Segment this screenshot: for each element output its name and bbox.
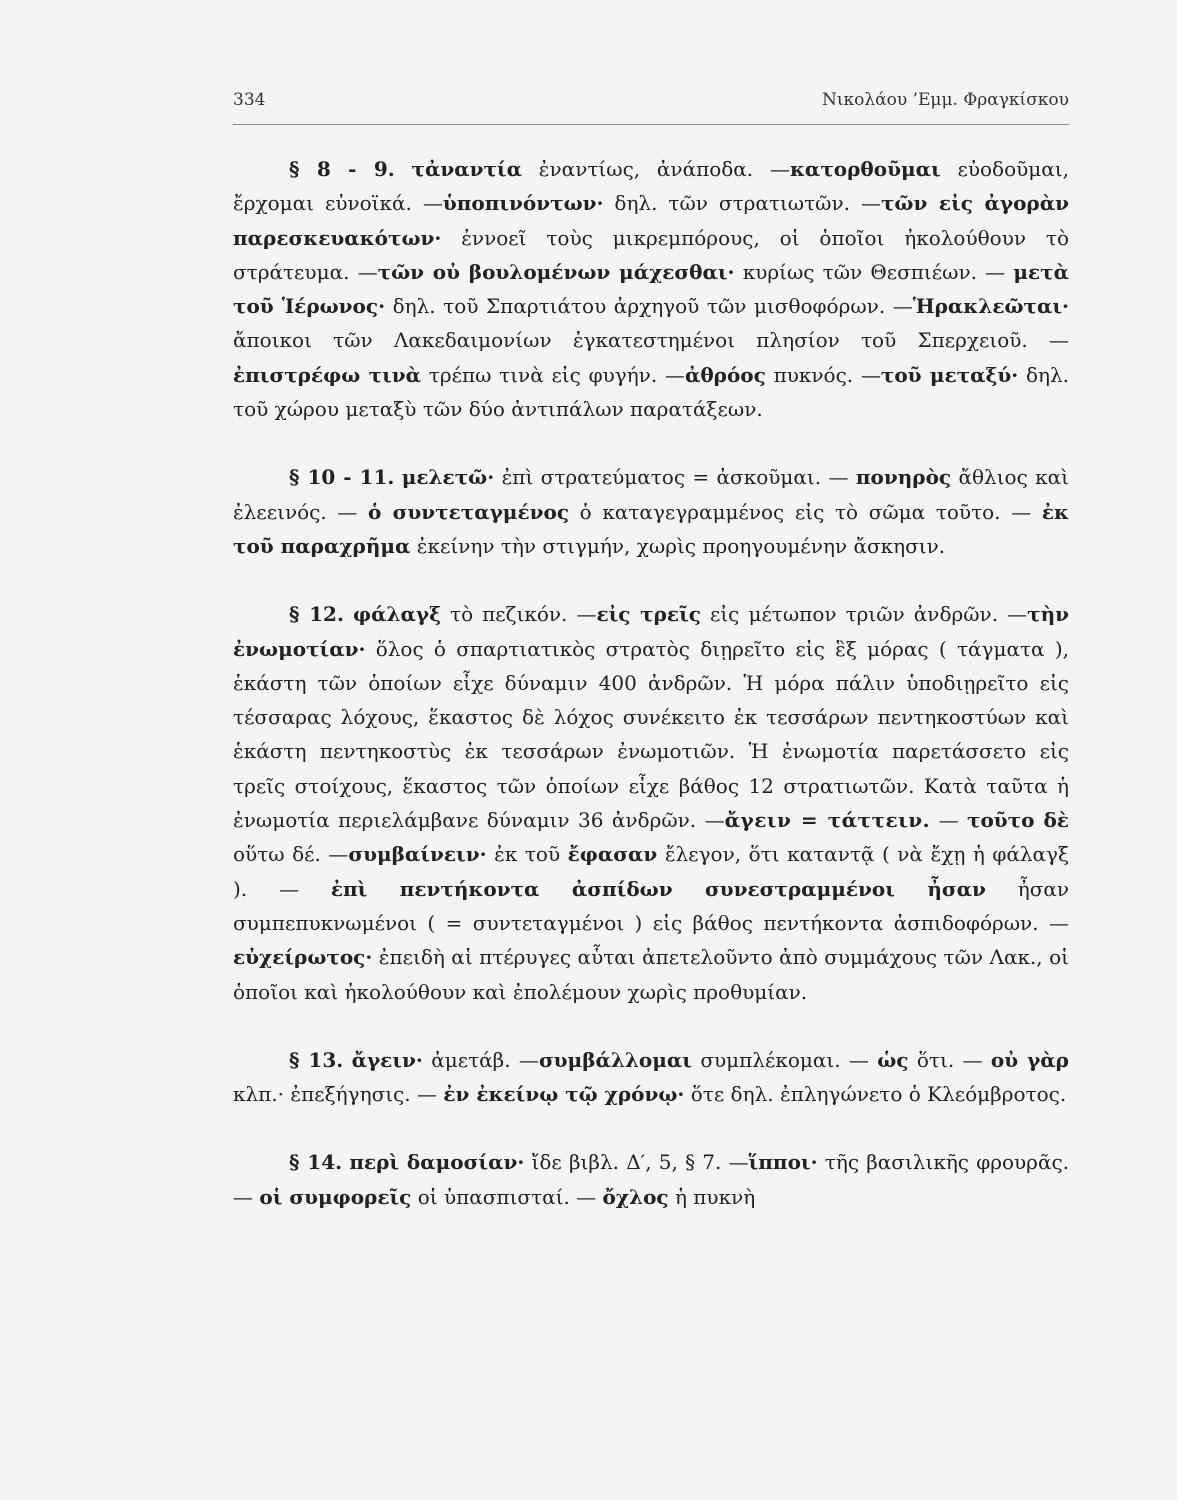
lemma-term: οὐ γὰρ [990,1047,1069,1072]
gloss-text: κλπ.· ἐπεξήγησις. — [233,1082,444,1107]
lemma-term: ἐπὶ πεντήκοντα ἀσπίδων συνεστραμμένοι ἦσαν [330,876,986,901]
gloss-text: δηλ. τοῦ Σπαρτιάτου ἀρχηγοῦ τῶν μισθοφόρων. — [385,294,913,319]
gloss-text: ἐναντίως, ἀνάποδα. — [522,157,790,181]
gloss-text: ἐκ τοῦ [486,842,568,867]
lemma-term: περὶ δαμοσίαν· [349,1150,525,1175]
gloss-text: ἦσαν συμπεπυκνωμένοι ( = συντεταγμένοι ) εἰς βάθος πεντήκοντα ἀσπιδοφόρων. — [233,876,1070,935]
lemma-term: εἰς τρεῖς [596,602,701,627]
gloss-text: ἀμετάβ. — [422,1047,539,1072]
lemma-term: συμβαίνειν· [348,842,487,867]
header-rule [233,124,1069,125]
lemma-term: ἐκ τοῦ παραχρῆμα [233,499,1070,558]
lemma-term: τῶν εἰς ἀγορὰν παρεσκευακότων· [233,191,1069,250]
gloss-text: ἐννοεῖ τοὺς μικρεμπόρους, οἱ ὁποῖοι ἠκολούθουν τὸ στράτευμα. — [233,225,1069,284]
section-label: § 8 - 9. [289,157,395,181]
lemma-term: τἀναντία [411,157,523,181]
lemma-term: μετὰ τοῦ Ἱέρωνος· [233,259,1069,319]
lemma-term: ἐπιστρέφω τινὰ [233,362,422,387]
section-label: § 13. [289,1047,344,1072]
gloss-text: — [930,808,967,833]
paragraph-section-12 [233,597,1069,1009]
running-title: Νικολάου ’Εμμ. Φραγκίσκου [821,90,1069,110]
lemma-term: τοῦ μεταξύ· [880,362,1019,387]
lemma-term: κατορθοῦμαι [789,157,941,181]
gloss-text: εἰς μέτωπον τριῶν ἀνδρῶν. — [700,602,1028,627]
paragraph-section-13 [233,1043,1069,1112]
lemma-term: συμβάλλομαι [538,1047,692,1072]
lemma-term: ἐν ἐκείνῳ τῷ χρόνῳ· [443,1082,685,1107]
lemma-term: Ἡρακλεῶται· [912,294,1070,319]
gloss-text: τρέπω τινὰ εἰς φυγήν. — [421,362,685,387]
gloss-text: οἱ ὑπασπισταί. — [411,1184,603,1209]
gloss-text: δηλ. τῶν στρατιωτῶν. — [603,191,881,216]
paragraph-section-8-9 [233,152,1069,426]
lemma-term: οἱ συμφορεῖς [259,1184,412,1209]
lemma-term: τοῦτο δὲ [967,808,1069,833]
page-header [233,90,1069,120]
lemma-term: ὑποπινόντων· [442,191,604,216]
gloss-text: ἡ πυκνὴ [668,1184,756,1209]
lemma-term: ἄγειν = τάττειν. [724,808,931,833]
lemma-term: ἄγειν· [351,1047,423,1072]
gloss-text: οὕτω δέ. — [233,842,349,867]
gloss-text: τὸ πεζικόν. — [440,602,597,627]
lemma-term: μελετῶ· [401,465,495,490]
lemma-term: ἀθρόος [684,362,766,387]
gloss-text: εὐοδοῦμαι, ἔρχομαι εὐνοϊκά. — [233,157,1069,216]
section-label: § 10 - 11. [289,465,395,490]
paragraph-section-10-11 [233,460,1069,563]
gloss-text: ἐκείνην τὴν στιγμήν, χωρὶς προηγουμένην ἄσκησιν. [410,533,946,558]
paragraph-section-14 [233,1145,1069,1214]
lemma-term: ὡς [877,1047,909,1072]
gloss-text: ἐπὶ στρατεύματος = ἀσκοῦμαι. — [494,465,856,490]
commentary-body [233,152,1069,1452]
gloss-text: πυκνός. — [765,362,881,387]
gloss-text: τῆς βασιλικῆς φρουρᾶς. — [233,1150,1070,1209]
gloss-text: ἐπειδὴ αἱ πτέρυγες αὗται ἀπετελοῦντο ἀπὸ συμμάχους τῶν Λακ., οἱ ὁποῖοι καὶ ἠκολούθουν καὶ ἐπολέμουν χωρὶς προθυμίαν. [233,945,1069,1004]
gloss-text: δηλ. τοῦ χώρου μεταξὺ τῶν δύο ἀντιπάλων παρατάξεων. [233,362,1070,422]
gloss-text: ὅτε δηλ. ἐπληγώνετο ὁ Κλεόμβροτος. [684,1082,1067,1107]
lemma-term: ὄχλος [602,1184,669,1209]
gloss-text: ἔλεγον, ὅτι καταντᾷ ( νὰ ἔχῃ ἡ φάλαγξ ). — [233,842,1069,901]
gloss-text: ἄθλιος καὶ ἐλεεινός. — [233,465,1070,524]
section-label: § 14. [289,1150,343,1175]
gloss-text: συμπλέκομαι. — [691,1047,878,1072]
lemma-term: ἔφασαν [567,842,658,867]
lemma-term: τῶν οὐ βουλομένων μάχεσθαι· [377,259,735,284]
gloss-text: ὅτι. — [908,1047,991,1072]
section-label: § 12. [289,602,344,627]
lemma-term: φάλαγξ [352,602,441,627]
gloss-text: κυρίως τῶν Θεσπιέων. — [734,259,1014,284]
gloss-text: ἴδε βιβλ. Δ′, 5, § 7. — [524,1150,749,1175]
lemma-term: ἵπποι· [748,1150,818,1175]
lemma-term: ὁ συντεταγμένος [368,499,570,524]
gloss-text: ὅλος ὁ σπαρτιατικὸς στρατὸς διῃρεῖτο εἰς ἓξ μόρας ( τάγματα ), ἑκάστη τῶν ὁποίων εἶχε δύναμιν 400 ἀνδρῶν. Ἡ μόρα πάλιν ὑποδιῃρεῖτο εἰς τέσσαρας λόχους, ἕκαστος δὲ λόχος συνέκειτο ἐκ τεσσάρων πεντηκοστύων καὶ ἑκάστη πεντηκοστὺς ἐκ τεσσάρων ἐνωμοτιῶν. Ἡ ἐνωμοτία παρετάσσετο εἰς τρεῖς στοίχους, ἕκαστος τῶν ὁποίων εἶχε βάθος 12 στρατιωτῶν. Κατὰ ταῦτα ἡ ἐνωμοτία περιελάμβανε δύναμιν 36 ἀνδρῶν. — [233,636,1069,833]
lemma-term: τὴν ἐνωμοτίαν· [233,602,1069,661]
gloss-text: ἄποικοι τῶν Λακεδαιμονίων ἐγκατεστημένοι πλησίον τοῦ Σπερχειοῦ. — [233,328,1069,353]
lemma-term: πονηρὸς [855,465,952,490]
page-number: 334 [233,90,266,110]
lemma-term: εὐχείρωτος· [233,945,373,970]
gloss-text: ὁ καταγεγραμμένος εἰς τὸ σῶμα τοῦτο. — [569,499,1042,524]
